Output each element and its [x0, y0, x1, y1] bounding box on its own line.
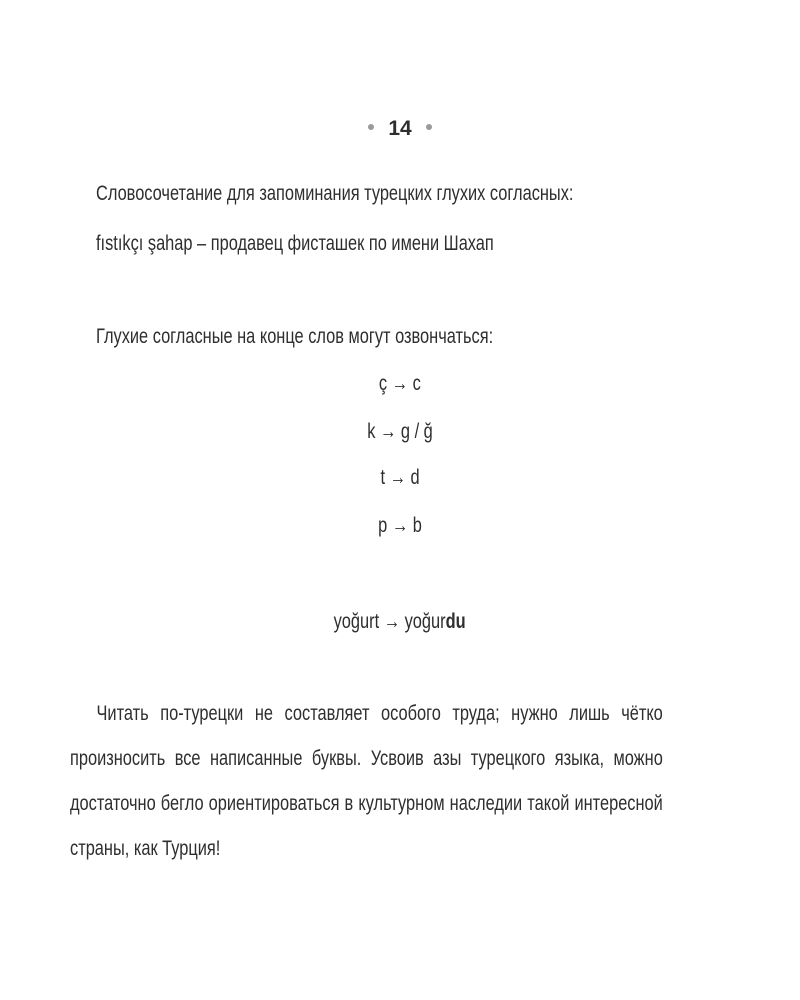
example-line: [0, 609, 800, 635]
voicing-rule-row: [0, 371, 800, 397]
right-dot-ornament: [426, 124, 432, 130]
voicing-rule-row: [0, 419, 800, 445]
conclusion-paragraph: [70, 691, 663, 871]
page-number: 14: [388, 117, 412, 140]
voicing-rule: ç → c: [379, 372, 421, 395]
voicing-rule: p → b: [378, 514, 422, 537]
voicing-rule-row: [0, 465, 800, 491]
example-before: yoğurt → yoğur: [333, 610, 446, 633]
voicing-rule-row: [0, 513, 800, 539]
conclusion-text: Читать по-турецки не составляет особого труда; нужно лишь чётко произносить все написанные буквы. Усвоив азы турецкого языка, можно достаточно бегло ориентироваться в культурном наследии такой интересной страны, как Турция!: [70, 702, 663, 860]
example-word: [334, 609, 466, 635]
mnemonic-intro: Словосочетание для запоминания турецких глухих согласных:: [96, 182, 574, 205]
page-number-header: [0, 117, 800, 141]
voicing-intro-line: [96, 324, 605, 350]
left-dot-ornament: [368, 124, 374, 130]
voicing-rule: t → d: [380, 466, 420, 489]
mnemonic-phrase-line: [96, 231, 606, 257]
example-bold-ending: du: [445, 610, 466, 633]
voicing-intro: Глухие согласные на конце слов могут озвончаться:: [96, 325, 494, 348]
mnemonic-intro-line: [96, 181, 708, 207]
voicing-rule: k → g / ğ: [367, 420, 433, 443]
mnemonic-phrase: fıstıkçı şahap – продавец фисташек по имени Шахап: [96, 232, 494, 255]
